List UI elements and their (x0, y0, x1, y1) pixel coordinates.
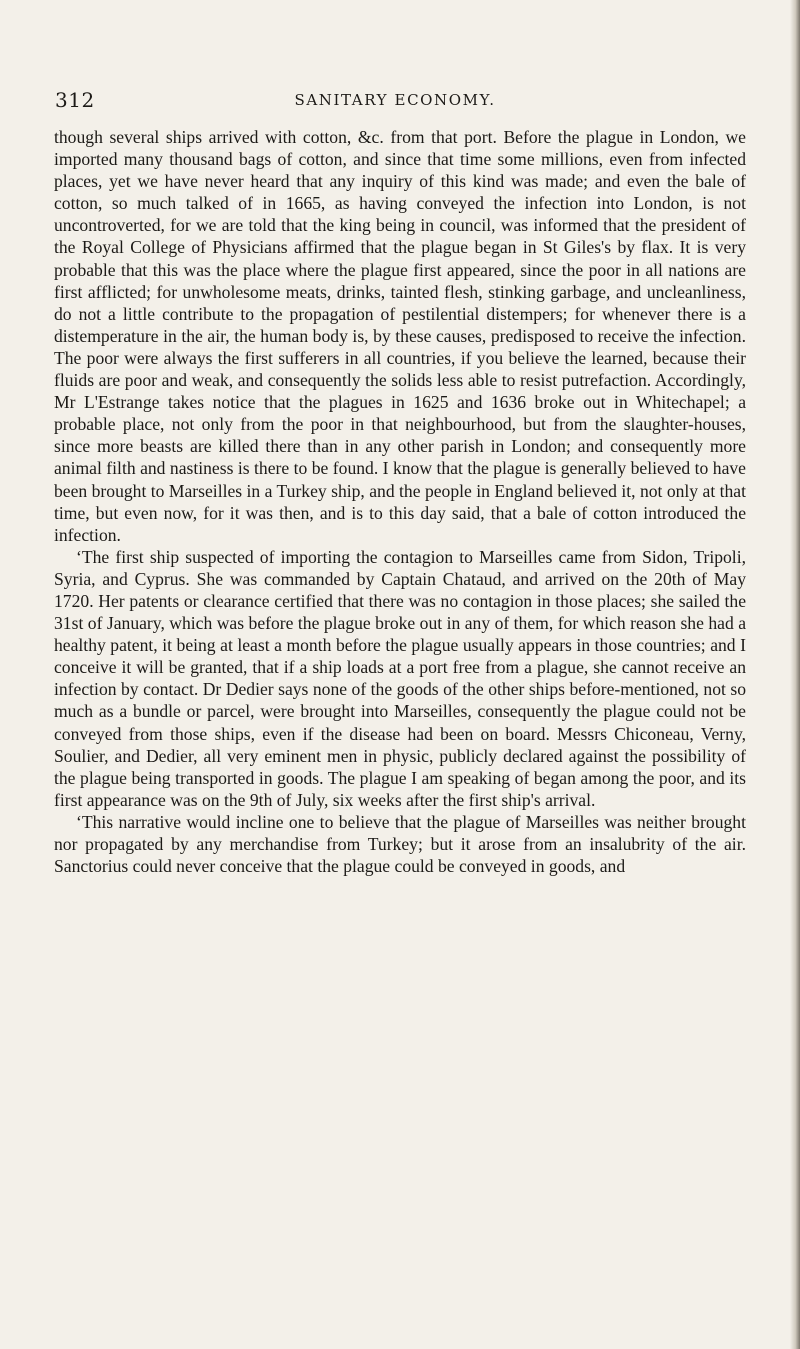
paragraph: though several ships arrived with cotton, &c. from that port. Before the plague in London, we imported many thousand bags of cotton, and since that time some millions, even from infected places, yet we have never heard that any inquiry of this kind was made; and even the bale of cotton, so much talked of in 1665, as having conveyed the infection into London, is not uncontroverted, for we are told that the king being in council, was informed that the president of the Royal College of Physicians affirmed that the plague began in St Giles's by flax. It is very probable that this was the place where the plague first appeared, since the poor in all nations are first afflicted; for unwholesome meats, drinks, tainted flesh, stinking garbage, and uncleanliness, do not a little contribute to the propagation of pestilential distempers; for whenever there is a distemperature in the air, the human body is, by these causes, predisposed to receive the infection. The poor were always the first sufferers in all countries, if you believe the learned, because their fluids are poor and weak, and consequently the solids less able to resist putrefaction. Accordingly, Mr L'Estrange takes notice that the plagues in 1625 and 1636 broke out in Whitechapel; a probable place, not only from the poor in that neighbourhood, but from the slaughter-houses, since more beasts are killed there than in any other parish in London; and consequently more animal filth and nastiness is there to be found. I know that the plague is generally believed to have been brought to Marseilles in a Turkey ship, and the people in England believed it, not only at that time, but even now, for it was then, and is to this day said, that a bale of cotton introduced the infection. (54, 127, 746, 545)
body-text (54, 126, 746, 877)
running-head: SANITARY ECONOMY. (294, 91, 496, 109)
page-header (55, 88, 735, 114)
paragraph: ‘This narrative would incline one to believe that the plague of Marseilles was neither brought nor propagated by any merchandise from Turkey; but it arose from an insalubrity of the air. Sanctorius could never conceive that the plague could be conveyed in goods, and (54, 811, 746, 877)
page-number: 312 (55, 88, 95, 112)
paragraph: ‘The first ship suspected of importing the contagion to Marseilles came from Sidon, Tripoli, Syria, and Cyprus. She was commanded by Captain Chataud, and arrived on the 20th of May 1720. Her patents or clearance certified that there was no contagion in those places; she sailed the 31st of January, which was before the plague broke out in any of them, for which reason she had a healthy patent, it being at least a month before the plague usually appears in those countries; and I conceive it will be granted, that if a ship loads at a port free from a plague, she cannot receive an infection by contact. Dr Dedier says none of the goods of the other ships before-mentioned, not so much as a bundle or parcel, were brought into Marseilles, consequently the plague could not be conveyed from those ships, even if the disease had been on board. Messrs Chiconeau, Verny, Soulier, and Dedier, all very eminent men in physic, publicly declared against the possibility of the plague being transported in goods. The plague I am speaking of began among the poor, and its first appearance was on the 9th of July, six weeks after the first ship's arrival. (54, 546, 746, 810)
page-edge-shadow (790, 0, 800, 1349)
